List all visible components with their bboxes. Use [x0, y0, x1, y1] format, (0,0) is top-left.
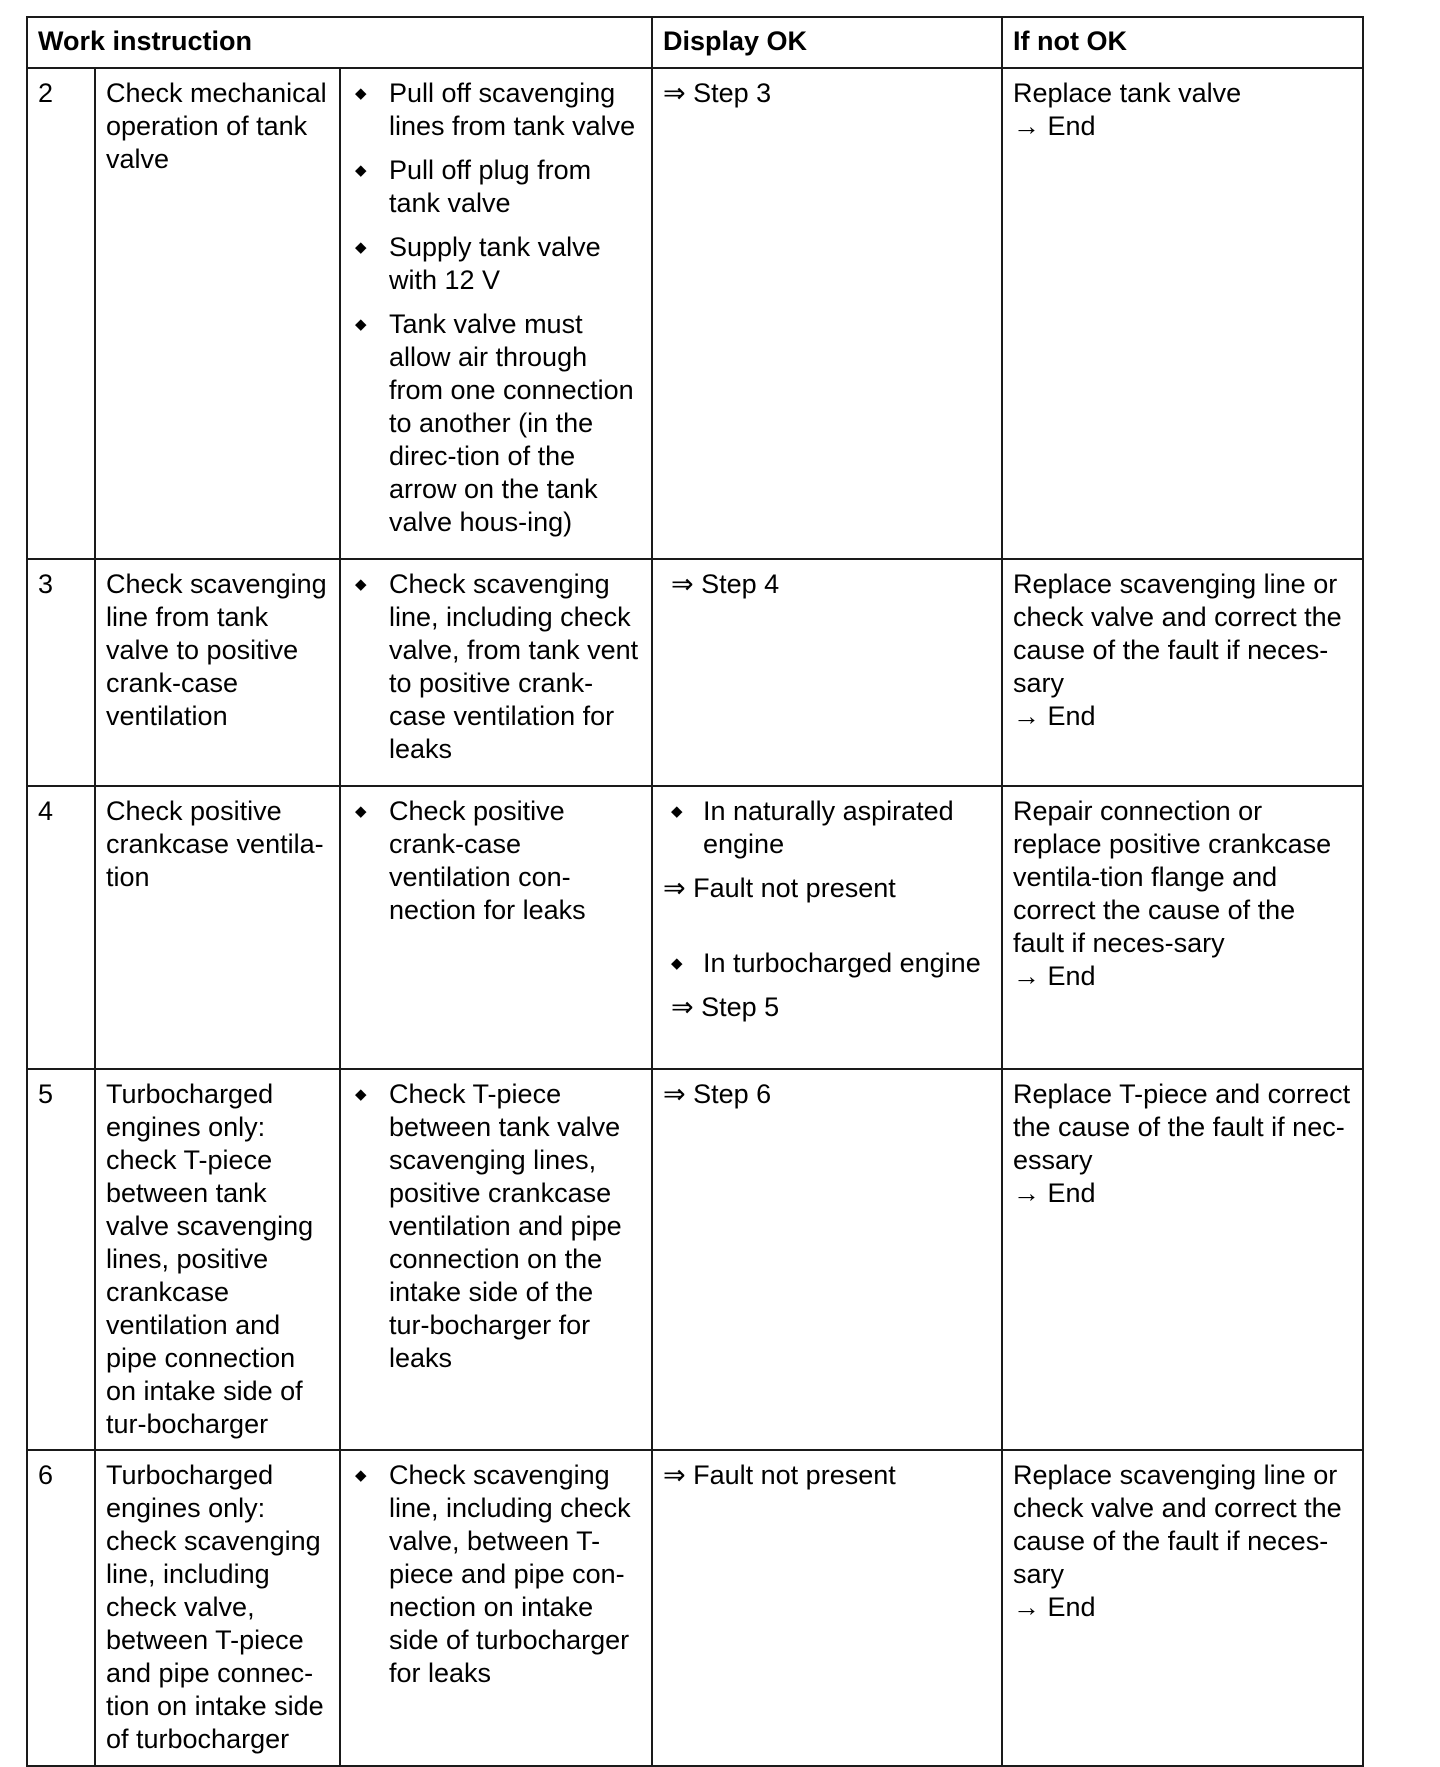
- action-list: [351, 77, 641, 539]
- not-ok-action: Replace T-piece and correct the cause of the fault if nec-essary: [1013, 1079, 1351, 1175]
- step-number: 5: [27, 1069, 95, 1450]
- step-number: 2: [27, 68, 95, 559]
- header-row: [27, 17, 1363, 68]
- action-item: ◆ Supply tank valve with 12 V: [351, 231, 641, 297]
- action-item: ◆ Check scavenging line, including check valve, from tank vent to positive crank-case ventilation for leaks: [351, 568, 641, 766]
- step-actions: [340, 1450, 652, 1766]
- not-ok-end: → End: [1013, 1178, 1096, 1208]
- ok-result-fault-not-present: ⇒ Fault not present: [663, 873, 896, 903]
- step-title: Turbocharged engines only: check T-piece between tank valve scavenging lines, positive crankcase ventilation and pipe connection on intake side of tur-bocharger: [95, 1069, 340, 1450]
- step-number: 3: [27, 559, 95, 786]
- not-ok-cell: [1002, 786, 1363, 1069]
- ok-condition-naturally-aspirated: ◆ In naturally aspirated engine: [663, 795, 991, 861]
- step-actions: [340, 1069, 652, 1450]
- work-instruction-table: [26, 16, 1364, 1767]
- action-list: [351, 568, 641, 766]
- ok-result: ⇒ Step 4: [671, 569, 780, 599]
- table-row: [27, 1069, 1363, 1450]
- display-ok-cell: [652, 559, 1002, 786]
- step-actions: [340, 559, 652, 786]
- action-item: ◆ Tank valve must allow air through from one connection to another (in the direc-tion of the arrow on the tank valve hous-ing): [351, 308, 641, 539]
- not-ok-action: Repair connection or replace positive crankcase ventila-tion flange and correct the cause of the fault if neces-sary: [1013, 796, 1332, 958]
- not-ok-end: → End: [1013, 1592, 1096, 1622]
- action-item: ◆ Check positive crank-case ventilation con-nection for leaks: [351, 795, 641, 927]
- action-item: ◆ Pull off scavenging lines from tank valve: [351, 77, 641, 143]
- header-display-ok: Display OK: [652, 17, 1002, 68]
- table-row: [27, 786, 1363, 1069]
- table-row: [27, 559, 1363, 786]
- ok-result: ⇒ Fault not present: [663, 1460, 896, 1490]
- step-title: Turbocharged engines only: check scavenging line, including check valve, between T-piece and pipe connec-tion on intake side of turbocharger: [95, 1450, 340, 1766]
- step-number: 4: [27, 786, 95, 1069]
- step-actions: [340, 68, 652, 559]
- action-item: ◆ Check T-piece between tank valve scavenging lines, positive crankcase ventilation and pipe connection on the intake side of the tur-bocharger for leaks: [351, 1078, 641, 1375]
- table-row: [27, 68, 1363, 559]
- not-ok-action: Replace scavenging line or check valve and correct the cause of the fault if neces-sary: [1013, 1460, 1342, 1589]
- header-if-not-ok: If not OK: [1002, 17, 1363, 68]
- display-ok-cell: [652, 1069, 1002, 1450]
- not-ok-cell: [1002, 1069, 1363, 1450]
- action-item: ◆ Pull off plug from tank valve: [351, 154, 641, 220]
- ok-result-step-5: ⇒ Step 5: [671, 992, 780, 1022]
- not-ok-cell: [1002, 559, 1363, 786]
- action-item: ◆ Check scavenging line, including check valve, between T-piece and pipe con-nection on intake side of turbocharger for leaks: [351, 1459, 641, 1690]
- not-ok-end: → End: [1013, 111, 1096, 141]
- ok-condition-turbocharged: ◆ In turbocharged engine: [663, 947, 991, 980]
- step-title: Check scavenging line from tank valve to positive crank-case ventilation: [95, 559, 340, 786]
- action-list: [351, 795, 641, 927]
- not-ok-cell: [1002, 1450, 1363, 1766]
- action-list: [351, 1459, 641, 1690]
- display-ok-cell: [652, 1450, 1002, 1766]
- not-ok-action: Replace tank valve: [1013, 78, 1242, 108]
- not-ok-cell: [1002, 68, 1363, 559]
- step-title: Check positive crankcase ventila-tion: [95, 786, 340, 1069]
- not-ok-end: → End: [1013, 701, 1096, 731]
- step-actions: [340, 786, 652, 1069]
- header-work-instruction: Work instruction: [27, 17, 652, 68]
- step-title: Check mechanical operation of tank valve: [95, 68, 340, 559]
- action-list: [351, 1078, 641, 1375]
- not-ok-end: → End: [1013, 961, 1096, 991]
- display-ok-cell: [652, 786, 1002, 1069]
- step-number: 6: [27, 1450, 95, 1766]
- ok-result: ⇒ Step 6: [663, 1079, 772, 1109]
- not-ok-action: Replace scavenging line or check valve and correct the cause of the fault if neces-sary: [1013, 569, 1342, 698]
- ok-result: ⇒ Step 3: [663, 78, 772, 108]
- table-row: [27, 1450, 1363, 1766]
- display-ok-cell: [652, 68, 1002, 559]
